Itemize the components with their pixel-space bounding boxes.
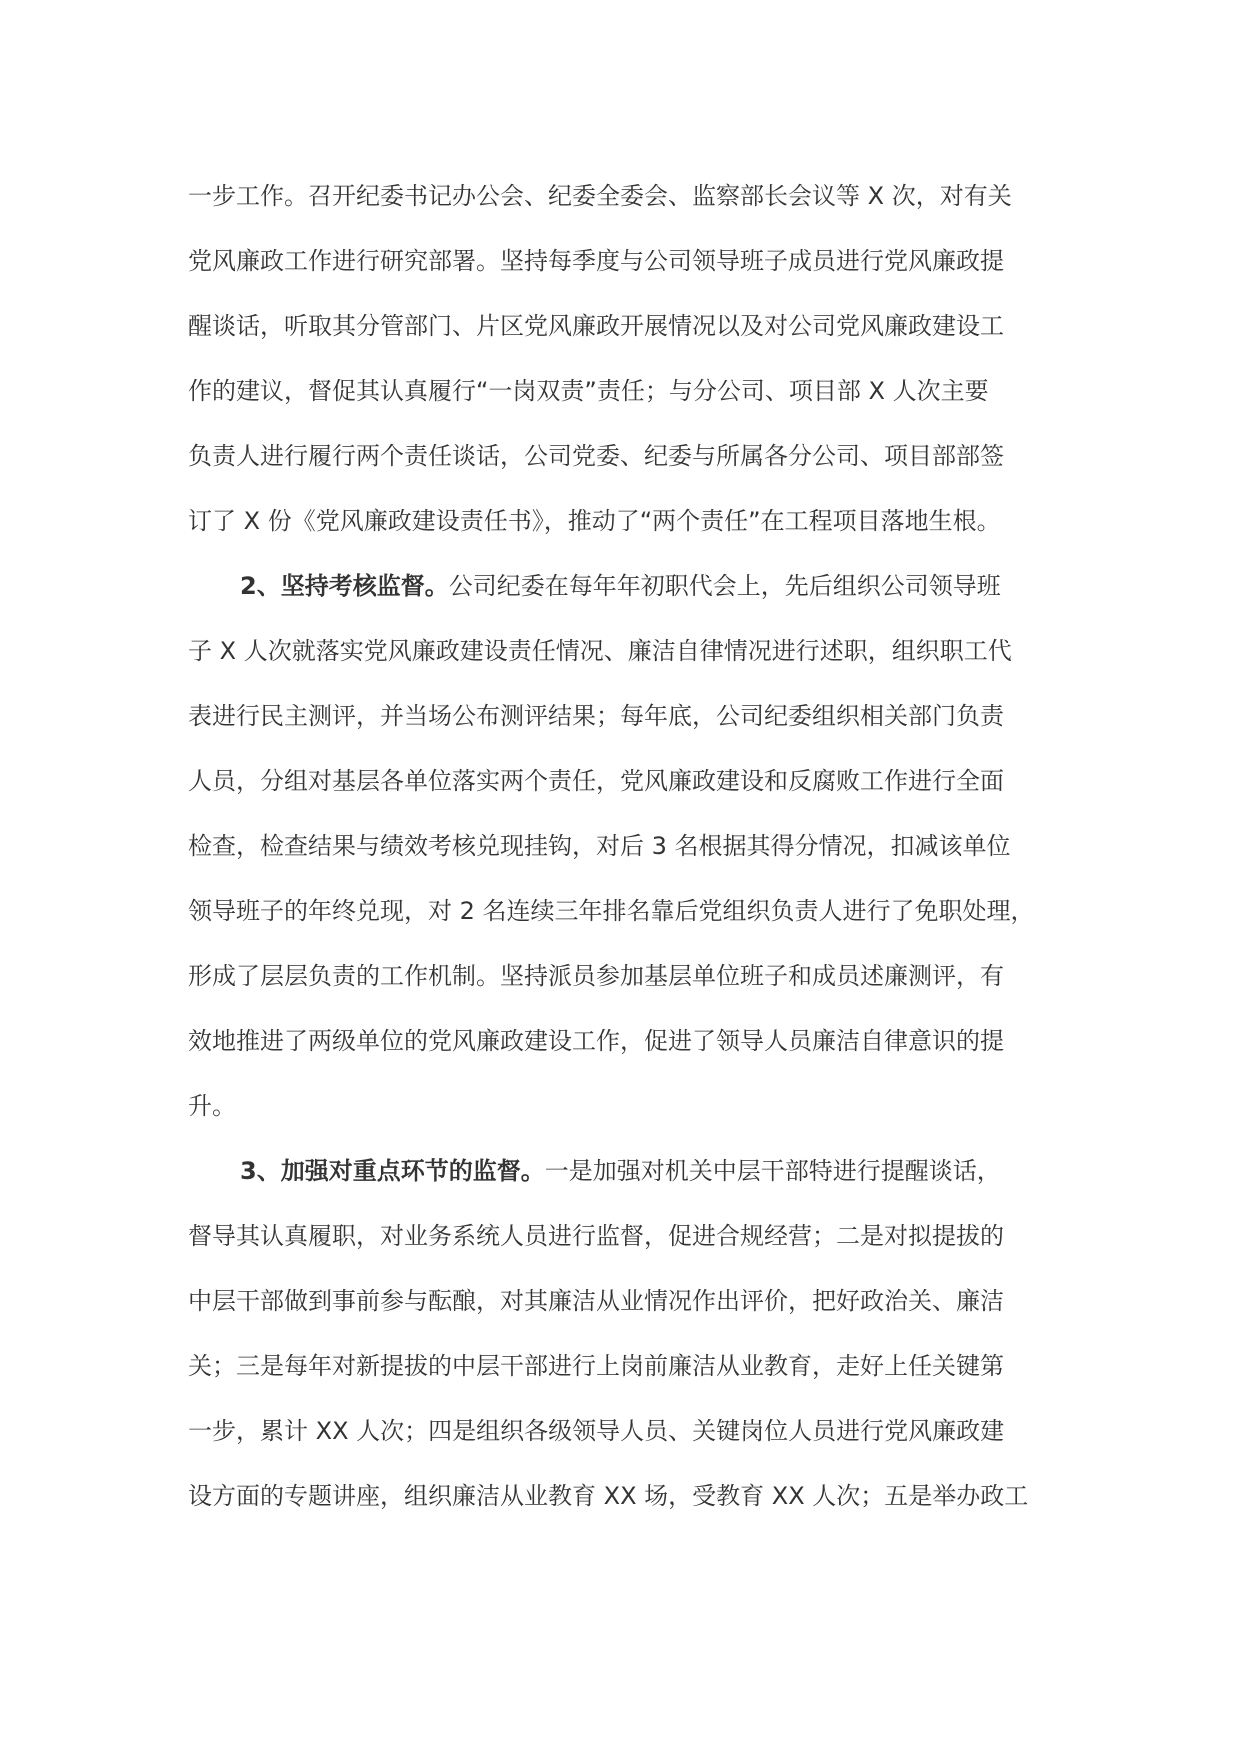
text-run: 一是加强对机关中层干部特进行提醒谈话，	[544, 1157, 1001, 1185]
paragraph-1	[188, 174, 1068, 564]
text-line: 升。	[188, 1092, 236, 1120]
section-heading: 3、加强对重点环节的监督。	[240, 1157, 545, 1185]
text-line	[188, 564, 1068, 629]
section-heading: 2、坚持考核监督。	[240, 572, 449, 600]
document-body	[188, 174, 1068, 1539]
text-line: 表进行民主测评，并当场公布测评结果；每年底，公司纪委组织相关部门负责	[188, 702, 1004, 730]
text-line: 一步，累计 XX 人次；四是组织各级领导人员、关键岗位人员进行党风廉政建	[188, 1417, 1005, 1445]
text-line: 形成了层层负责的工作机制。坚持派员参加基层单位班子和成员述廉测评，有	[188, 962, 1004, 990]
text-line: 作的建议，督促其认真履行“一岗双责”责任；与分公司、项目部 X 人次主要	[188, 377, 989, 405]
text-line	[188, 1149, 1068, 1214]
text-run: 公司纪委在每年年初职代会上，先后组织公司领导班	[448, 572, 1001, 600]
text-line: 中层干部做到事前参与酝酿，对其廉洁从业情况作出评价，把好政治关、廉洁	[188, 1287, 1004, 1315]
text-line: 检查，检查结果与绩效考核兑现挂钩，对后 3 名根据其得分情况，扣减该单位	[188, 832, 1011, 860]
text-line: 人员，分组对基层各单位落实两个责任，党风廉政建设和反腐败工作进行全面	[188, 767, 1004, 795]
text-line: 督导其认真履职，对业务系统人员进行监督，促进合规经营；二是对拟提拔的	[188, 1222, 1004, 1250]
paragraph-2	[188, 564, 1068, 1149]
text-line: 子 X 人次就落实党风廉政建设责任情况、廉洁自律情况进行述职，组织职工代	[188, 637, 1012, 665]
text-line: 醒谈话，听取其分管部门、片区党风廉政开展情况以及对公司党风廉政建设工	[188, 312, 1004, 340]
text-line: 党风廉政工作进行研究部署。坚持每季度与公司领导班子成员进行党风廉政提	[188, 247, 1004, 275]
text-line: 效地推进了两级单位的党风廉政建设工作，促进了领导人员廉洁自律意识的提	[188, 1027, 1004, 1055]
text-line: 领导班子的年终兑现，对 2 名连续三年排名靠后党组织负责人进行了免职处理，	[188, 897, 1035, 925]
text-line: 关；三是每年对新提拔的中层干部进行上岗前廉洁从业教育，走好上任关键第	[188, 1352, 1004, 1380]
text-line: 负责人进行履行两个责任谈话，公司党委、纪委与所属各分公司、项目部部签	[188, 442, 1004, 470]
text-line: 订了 X 份《党风廉政建设责任书》，推动了“两个责任”在工程项目落地生根。	[188, 507, 1001, 535]
paragraph-3	[188, 1149, 1068, 1539]
text-line: 设方面的专题讲座，组织廉洁从业教育 XX 场，受教育 XX 人次；五是举办政工	[188, 1482, 1029, 1510]
text-line: 一步工作。召开纪委书记办公会、纪委全委会、监察部长会议等 X 次，对有关	[188, 182, 1012, 210]
